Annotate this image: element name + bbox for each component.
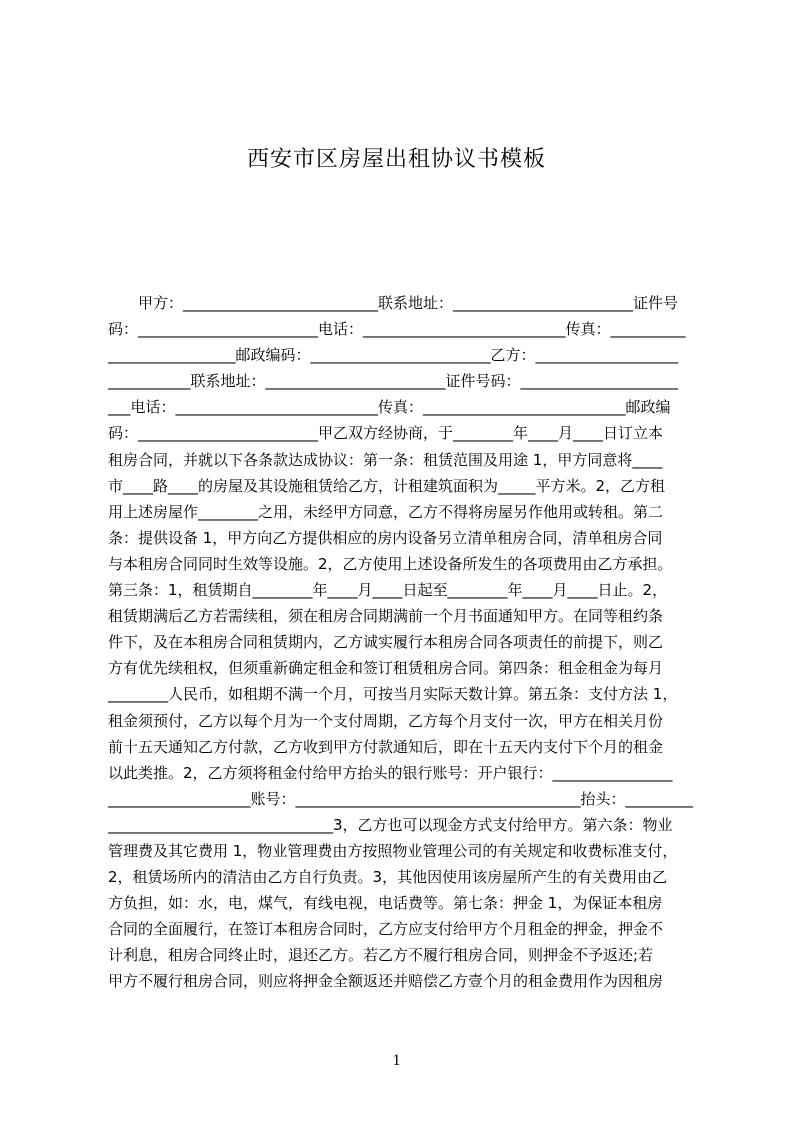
text-line: 合同的全面履行，在签订本租房合同时，乙方应支付给甲方个月租金的押金，押金不 [108,920,664,939]
text-line: 码：________________________甲乙双方经协商，于________年____月____日订立本 [108,424,664,443]
text-line: 甲方不履行租房合同，则应将押金全额返还并赔偿乙方壹个月的租金费用作为因租房 [108,972,664,991]
text-line: 市____路____的房屋及其设施租赁给乙方，计租建筑面积为_____平方米。2，乙方租 [108,476,666,495]
text-line: 租赁期满后乙方若需续租，须在租房合同期满前一个月书面通知甲方。在同等租约条 [108,607,664,626]
document-title: 西安市区房屋出租协议书模板 [246,147,546,172]
text-line: 租金须预付，乙方以每个月为一个支付周期，乙方每个月支付一次，甲方在相关月份 [108,711,664,730]
text-line: 计利息，租房合同终止时，退还乙方。若乙方不履行租房合同，则押金不予返还;若 [108,946,654,965]
document-body [108,290,700,995]
text-line: 条：提供设备 1，甲方向乙方提供相应的房内设备另立清单租房合同，清单租房合同 [108,528,663,547]
text-line: 第三条：1，租赁期自________年____月____日起至________年____月____日止。2， [108,581,668,600]
text-line: 方负担，如：水，电，煤气，有线电视，电话费等。第七条：押金 1，为保证本租房 [108,894,663,913]
text-line: ___电话：___________________________传真：___________________________邮政编 [108,398,671,417]
page-number: 1 [392,1052,401,1069]
text-line: 方有优先续租权，但须重新确定租金和签订租赁租房合同。第四条：租金租金为每月 [108,659,664,678]
text-line: ___________联系地址：________________________证件号码：_____________________ [108,372,679,391]
text-line: 2，租赁场所内的清洁由乙方自行负责。3，其他因使用该房屋所产生的有关费用由乙 [108,868,668,887]
text-line: 以此类推。2，乙方须将租金付给甲方抬头的银行账号：开户银行：________________ [108,763,673,782]
text-line: ___________________账号：______________________________________抬头：_________ [108,789,694,808]
text-line: 件下，及在本租房合同租赁期内，乙方诚实履行本租房合同各项责任的前提下，则乙 [108,633,664,652]
text-line: 前十五天通知乙方付款，乙方收到甲方付款通知后，即在十五天内支付下个月的租金 [108,737,664,756]
text-line: _________________邮政编码：________________________乙方：___________________ [108,346,679,365]
text-line: ________人民币，如租期不满一个月，可按当月实际天数计算。第五条：支付方法 1， [108,685,678,704]
text-line: ______________________________3，乙方也可以现金方式支付给甲方。第六条：物业 [108,815,673,834]
text-line: 管理费及其它费用 1，物业管理费由方按照物业管理公司的有关规定和收费标准支付， [108,841,678,860]
text-line: 租房合同，并就以下各条款达成协议：第一条：租赁范围及用途 1，甲方同意将____ [108,450,663,469]
text-line: 甲方：__________________________联系地址：________________________证件号 [108,294,679,312]
text-line: 码：________________________电话：___________________________传真：__________ [108,320,686,339]
text-line: 与本租房合同同时生效等设施。2，乙方使用上述设备所发生的各项费用由乙方承担。 [108,554,673,573]
text-line: 用上述房屋作________之用，未经甲方同意，乙方不得将房屋另作他用或转租。第二 [108,502,664,521]
